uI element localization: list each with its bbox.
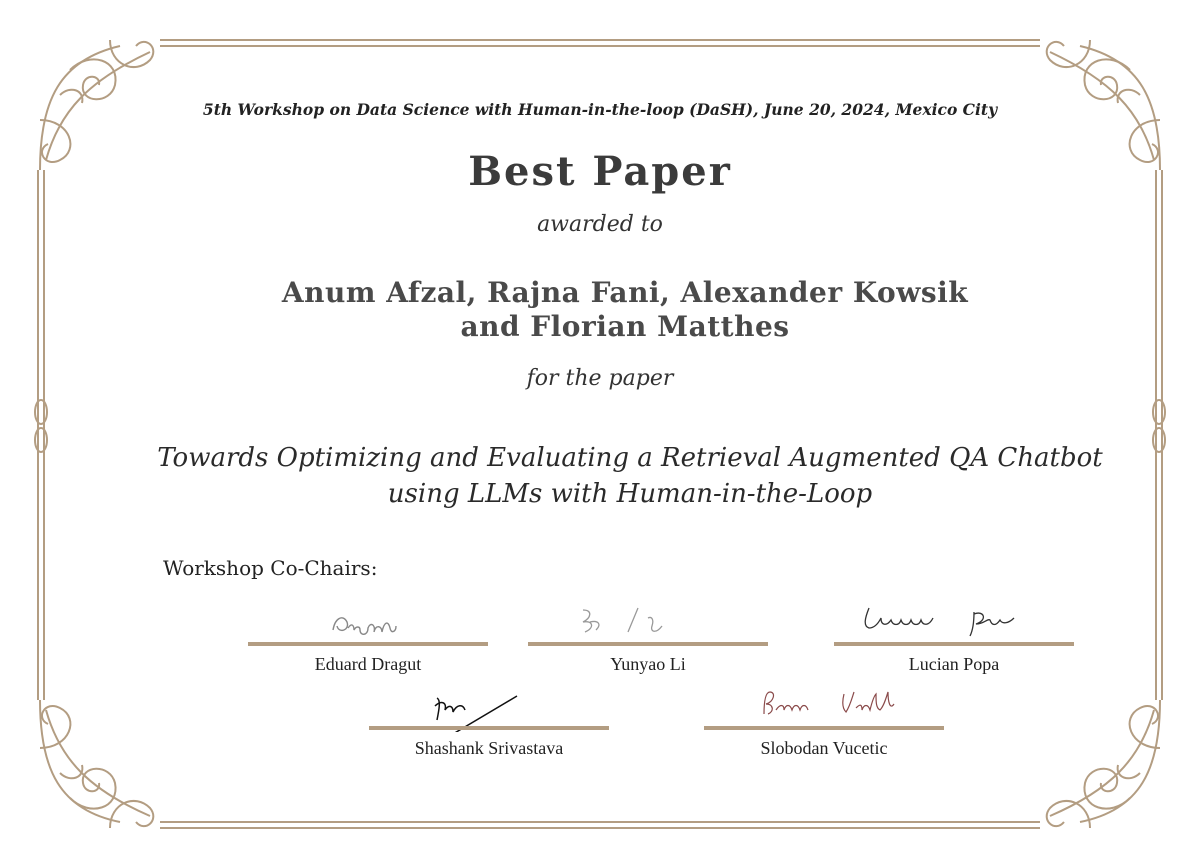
authors-line-1: Anum Afzal, Rajna Fani, Alexander Kowsik: [281, 276, 969, 309]
awarded-to-label: awarded to: [537, 212, 663, 237]
author-names: [0, 276, 1200, 344]
for-the-paper-label: for the paper: [526, 366, 674, 391]
signature-popa-icon: [834, 600, 1074, 642]
signature-vucetic-icon: [704, 684, 944, 726]
signatory-name: Shashank Srivastava: [414, 738, 564, 758]
signature-block-dragut: [248, 600, 488, 680]
signature-block-vucetic: [704, 684, 944, 764]
signatory-name: Lucian Popa: [908, 654, 1000, 674]
signature-line: [528, 642, 768, 646]
signature-line: [248, 642, 488, 646]
signature-line: [704, 726, 944, 730]
award-title: Best Paper: [468, 148, 732, 195]
signature-block-srivastava: [369, 684, 609, 764]
paper-title-line-2: using LLMs with Human-in-the-Loop: [387, 479, 873, 509]
workshop-heading: 5th Workshop on Data Science with Human-in-the-loop (DaSH), June 20, 2024, Mexico City: [202, 100, 998, 119]
cochairs-label: Workshop Co-Chairs:: [163, 556, 378, 580]
signature-block-li: [528, 600, 768, 680]
signature-srivastava-icon: [369, 684, 609, 732]
signature-line: [369, 726, 609, 730]
signatory-name: Eduard Dragut: [314, 654, 422, 674]
signature-dragut-icon: [248, 600, 488, 642]
paper-title: [0, 440, 1200, 512]
authors-line-2: and Florian Matthes: [460, 310, 790, 343]
signatory-name: Yunyao Li: [610, 654, 686, 674]
paper-title-line-1: Towards Optimizing and Evaluating a Retrieval Augmented QA Chatbot: [157, 443, 1103, 473]
signatory-name: Slobodan Vucetic: [760, 738, 888, 758]
signature-line: [834, 642, 1074, 646]
signature-li-icon: [528, 600, 768, 642]
signature-block-popa: [834, 600, 1074, 680]
